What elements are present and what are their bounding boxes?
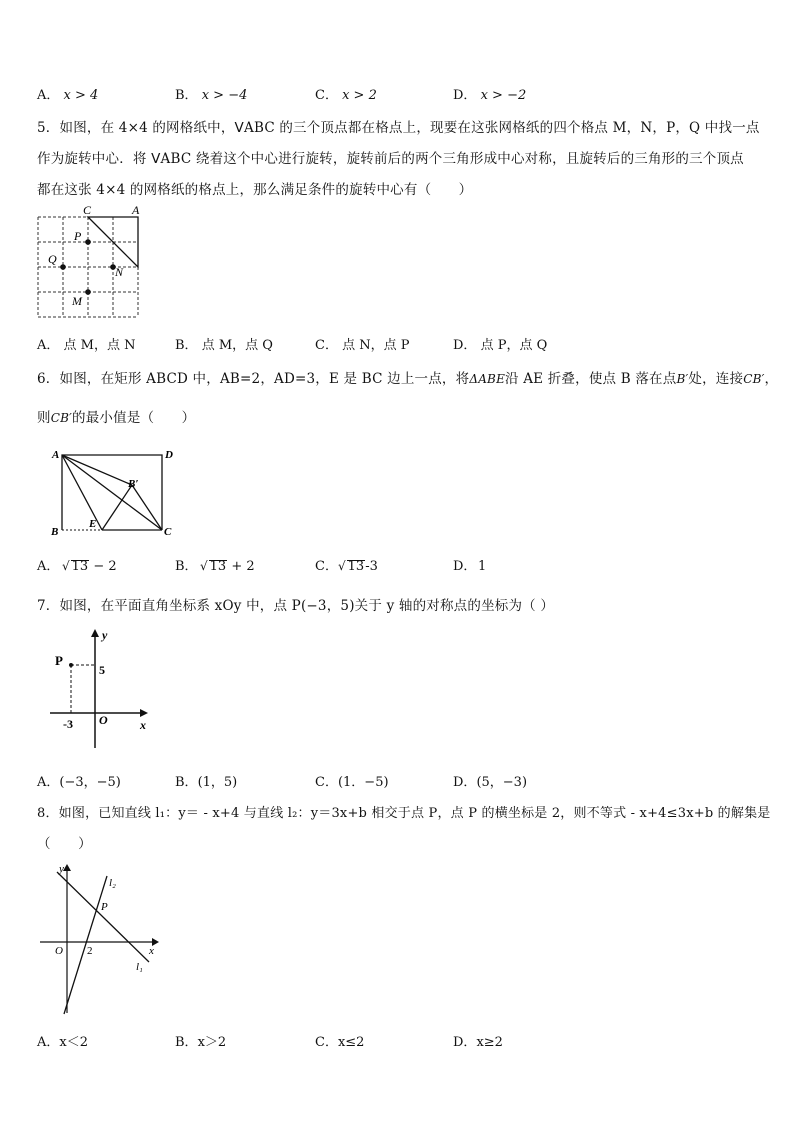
cb-prime-symbol: CB′ — [743, 372, 765, 386]
option-text: (1，5) — [197, 775, 238, 790]
q5-option-b — [175, 334, 273, 353]
triangle-abe-symbol: ΔABE — [469, 372, 506, 386]
q6-option-a — [37, 555, 59, 574]
q5-grid-figure — [30, 200, 150, 320]
b-prime-symbol: B′ — [676, 372, 689, 386]
label-p: P — [101, 901, 108, 913]
label-b-prime: B′ — [128, 478, 139, 490]
q6-option-c — [315, 555, 338, 574]
label-p: P — [55, 653, 63, 668]
sqrt-sign: √ — [338, 559, 346, 573]
option-letter: A． — [37, 1035, 60, 1050]
option-letter: C． — [315, 559, 338, 574]
option-text: 点 P，点 Q — [480, 338, 548, 353]
q6-option-d-value — [478, 559, 486, 574]
radicand: 13 — [209, 559, 227, 574]
sqrt-sign: √ — [62, 559, 70, 573]
label-five: 5 — [99, 663, 105, 677]
q6-text-line2 — [37, 406, 195, 426]
option-text: x＜2 — [59, 1035, 88, 1050]
q5-text-line1: 5．如图，在 4×4 的网格纸中，ᐯABC 的三个顶点都在格点上，现要在这张网格纸的四个格点 M，N，P，Q 中找一点 — [37, 120, 760, 136]
option-text: x > 2 — [342, 88, 377, 103]
label-x: x — [149, 945, 154, 957]
y-axis-arrow-icon — [63, 864, 71, 871]
radicand: 13 — [71, 559, 89, 574]
q7-coordinate-figure — [40, 625, 160, 755]
option-tail: 1 — [478, 559, 487, 574]
option-text: x≤2 — [337, 1035, 365, 1050]
q8-option-a — [37, 1031, 88, 1050]
q6-option-c-value — [338, 559, 378, 574]
text-segment: ， — [764, 371, 779, 387]
label-y: y — [59, 863, 64, 875]
option-letter: B． — [175, 775, 198, 790]
option-text: x > 4 — [63, 88, 99, 103]
label-m: M — [72, 294, 82, 308]
option-letter: C． — [315, 88, 338, 103]
option-letter: A． — [37, 775, 60, 790]
line-l2 — [64, 876, 107, 1014]
option-letter: C． — [315, 1035, 338, 1050]
option-letter: D． — [453, 1035, 477, 1050]
q4-option-b — [175, 84, 247, 103]
label-neg3: -3 — [63, 717, 73, 731]
q6-text-line1 — [37, 367, 778, 387]
option-text: 点 N，点 P — [342, 338, 410, 353]
text-segment: 6．如图，在矩形 ABCD 中，AB=2，AD=3，E 是 BC 边上一点，将 — [37, 371, 470, 387]
option-text: x≥2 — [476, 1035, 503, 1050]
label-l2: l₂ — [109, 877, 116, 889]
x-axis-arrow-icon — [140, 709, 148, 717]
segment-cb-prime — [132, 485, 162, 530]
q5-option-c — [315, 334, 409, 353]
label-p: P — [74, 229, 82, 243]
q8-option-c — [315, 1031, 364, 1050]
label-o: O — [99, 713, 108, 727]
option-text: (−3，−5) — [59, 775, 121, 790]
option-text: x > −4 — [201, 88, 248, 103]
option-letter: A． — [37, 88, 60, 103]
text-segment: 的最小值是（ ） — [72, 410, 196, 426]
radicand: 13 — [347, 559, 365, 574]
q5-text-line2: 作为旋转中心．将 ᐯABC 绕着这个中心进行旋转，旋转前后的两个三角形成中心对称，且旋转后的三角形的三个顶点 — [37, 151, 744, 167]
q6-option-d — [453, 555, 476, 574]
option-letter: D． — [453, 775, 477, 790]
point-p — [69, 663, 73, 667]
option-text: (1．−5) — [337, 775, 389, 790]
label-c: C — [164, 526, 172, 538]
q8-option-b — [175, 1031, 226, 1050]
label-d: D — [165, 449, 173, 461]
label-y: y — [102, 628, 108, 642]
option-tail: − 2 — [89, 559, 117, 574]
q5-option-a — [37, 334, 135, 353]
q8-lines-figure — [35, 858, 165, 1018]
label-o: O — [55, 945, 63, 957]
option-text: 点 M，点 N — [63, 338, 136, 353]
segment-eb-prime — [102, 485, 132, 530]
q4-option-c — [315, 84, 377, 103]
option-letter: B． — [175, 88, 198, 103]
label-a: A — [132, 203, 140, 217]
q7-option-c — [315, 771, 389, 790]
q4-option-a — [37, 84, 98, 103]
option-letter: D． — [453, 559, 477, 574]
label-x: x — [140, 718, 146, 732]
q7-option-b — [175, 771, 237, 790]
point-q — [60, 264, 66, 270]
cb-prime-symbol: CB′ — [50, 411, 73, 425]
q6-option-b-value — [200, 559, 255, 574]
point-p — [85, 239, 91, 245]
q7-text-line1: 7．如图，在平面直角坐标系 xOy 中，点 P(−3，5)关于 y 轴的对称点的坐标为（ ） — [37, 598, 555, 614]
label-q: Q — [48, 252, 57, 266]
option-letter: B． — [175, 1035, 198, 1050]
label-e: E — [89, 518, 97, 530]
option-letter: B． — [175, 559, 198, 574]
q7-option-d — [453, 771, 527, 790]
line-l1 — [57, 872, 149, 962]
label-two: 2 — [87, 945, 93, 957]
option-letter: D． — [453, 88, 477, 103]
option-letter: A． — [37, 338, 60, 353]
y-axis-arrow-icon — [91, 629, 99, 637]
q5-option-d — [453, 334, 547, 353]
q8-text-line2: （ ） — [37, 836, 92, 852]
option-letter: B． — [175, 338, 198, 353]
option-text: x > −2 — [480, 88, 527, 103]
text-segment: 则 — [37, 410, 51, 426]
option-text: (5，−3) — [476, 775, 528, 790]
option-letter: D． — [453, 338, 477, 353]
option-letter: C． — [315, 338, 338, 353]
option-text: x＞2 — [197, 1035, 227, 1050]
q8-text-line1: 8．如图，已知直线 l₁：y＝ - x+4 与直线 l₂：y＝3x+b 相交于点 P，点 P 的横坐标是 2，则不等式 - x+4≤3x+b 的解集是 — [37, 806, 771, 821]
q8-option-d — [453, 1031, 503, 1050]
label-b: B — [51, 526, 59, 538]
diagonal-ac — [62, 455, 162, 530]
option-tail: + 2 — [227, 559, 255, 574]
q6-rectangle-figure — [44, 445, 184, 540]
text-segment: 处，连接 — [688, 371, 744, 387]
option-text: 点 M，点 Q — [201, 338, 273, 353]
option-tail: -3 — [365, 559, 378, 574]
label-n: N — [115, 265, 124, 279]
option-letter: C． — [315, 775, 338, 790]
q4-option-d — [453, 84, 526, 103]
point-m — [85, 289, 91, 295]
q6-option-a-value — [62, 559, 117, 574]
q7-option-a — [37, 771, 121, 790]
label-c: C — [83, 203, 92, 217]
label-a: A — [52, 449, 60, 461]
text-segment: 沿 AE 折叠，使点 B 落在点 — [505, 371, 677, 387]
q5-text-line3: 都在这张 4×4 的网格纸的格点上，那么满足条件的旋转中心有（ ） — [37, 182, 473, 198]
q6-option-b — [175, 555, 198, 574]
sqrt-sign: √ — [200, 559, 208, 573]
label-l1: l₁ — [136, 961, 143, 973]
option-letter: A． — [37, 559, 60, 574]
